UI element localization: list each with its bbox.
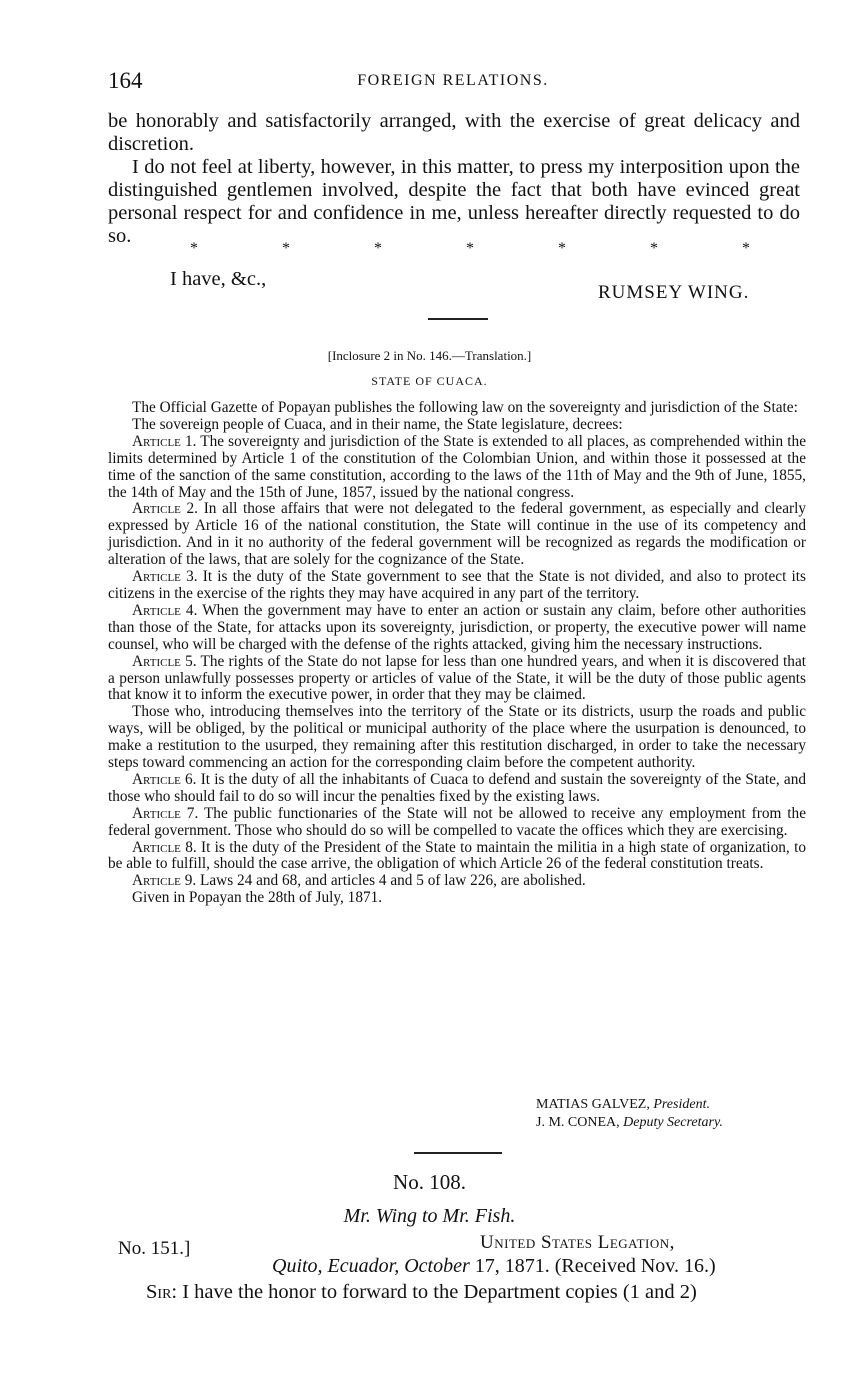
star: * [650, 240, 658, 257]
signer-name: RUMSEY WING. [598, 282, 750, 303]
document-number: No. 108. [393, 1170, 466, 1194]
star: * [190, 240, 198, 257]
section-divider [414, 1152, 502, 1154]
page-number: 164 [108, 68, 143, 93]
dateline [272, 1255, 716, 1278]
inclosure-body [108, 400, 806, 907]
article-paragraph [108, 873, 806, 890]
article-paragraph [108, 806, 806, 840]
section-divider [428, 318, 488, 320]
article-label: Article 6. [132, 770, 197, 788]
article-text: Laws 24 and 68, and articles 4 and 5 of law 226, are abolished. [200, 872, 586, 890]
signatory-name: MATIAS GALVEZ, [536, 1097, 650, 1112]
article-text: It is the duty of the State government to see that the State is not divided, and also to protect its citizens in the exercise of the rights they may have acquired in any part of the territory. [108, 568, 806, 602]
article-text: When the government may have to enter an action or sustain any claim, before other authorities than those of the State, for attacks upon its sovereignty, jurisdiction, or property, the executive power will name counsel, who will be charged with the defense of the rights attacked, giving him the necessary instructions. [108, 601, 806, 653]
article-paragraph [108, 654, 806, 705]
dispatch-reference: No. 151.] [118, 1238, 191, 1259]
ellipsis-stars [190, 240, 750, 258]
article-label: Article 3. [132, 568, 198, 586]
received-note: (Received Nov. 16.) [554, 1255, 716, 1277]
star: * [374, 240, 382, 257]
article-label: Article 7. [132, 804, 199, 822]
letter-ending [108, 110, 800, 248]
star: * [742, 240, 750, 257]
article-paragraph [108, 704, 806, 772]
first-line-text: : I have the honor to forward to the Department copies (1 and 2) [171, 1281, 697, 1303]
signature-block [536, 1096, 723, 1132]
intro-paragraph: The Official Gazette of Popayan publishes the following law on the sovereignty and jurisdiction of the State: [132, 399, 798, 416]
legation-text: United States Legation, [480, 1232, 675, 1253]
signatory-title: President. [653, 1097, 710, 1112]
legation-name [480, 1232, 675, 1254]
article-label: Article 2. [132, 500, 199, 518]
article-paragraph [108, 840, 806, 874]
article-text: It is the duty of all the inhabitants of Cuaca to defend and sustain the sovereignty of the State, and those who should fail to do so will incur the penalties fixed by the existing laws. [108, 770, 806, 805]
article-label: Article 5. [132, 652, 197, 670]
decree-paragraph: The sovereign people of Cuaca, and in their name, the State legislature, decrees: [132, 415, 623, 433]
salutation-line [146, 1281, 697, 1304]
article-text: The sovereignty and jurisdiction of the State is extended to all places, as comprehended within the limits determined by Article 1 of the constitution of the Colombian Union, and within those it possessed at the time of the sanction of the same constitution, according to the laws of the 11th of May and the 9th of June, 1855, the 14th of May and the 15th of June, 1857, issued by the national congress. [108, 432, 806, 501]
signature-line [536, 1114, 723, 1132]
given-line: Given in Popayan the 28th of July, 1871. [132, 889, 383, 907]
date-line: 17, 1871. [474, 1255, 550, 1277]
place-line: Quito, Ecuador, October [272, 1255, 470, 1277]
article-text: In all those affairs that were not delegated to the federal government, as especially and clearly expressed by Article 16 of the national constitution, the State will continue in the use of its competency and jurisdiction. And in it no authority of the federal government will be recognized as regards the modification or alteration of the laws, that are solely for the cognizance of the State. [108, 500, 806, 569]
running-head: FOREIGN RELATIONS. [357, 72, 549, 89]
salutation: Sir [146, 1281, 172, 1303]
letter-paragraph-1: be honorably and satisfactorily arranged, with the exercise of great delicacy and discretion. [108, 110, 800, 155]
article-text: The rights of the State do not lapse for less than one hundred years, and when it is discovered that a person unlawfully possesses property or articles of value of the State, it will be the duty of those public agents that know it to inform the executive power, in order that they may be claimed. [108, 652, 806, 704]
article-paragraph [108, 501, 806, 569]
article-text: The public functionaries of the State will not be allowed to receive any employment from the federal government. Those who should do so will be compelled to vacate the offices which they are exercising. [108, 804, 806, 839]
article-paragraph [108, 434, 806, 502]
star: * [466, 240, 474, 257]
star: * [558, 240, 566, 257]
page-header [108, 68, 798, 102]
signature-line [536, 1096, 723, 1114]
article-paragraph [108, 603, 806, 654]
document-title: Mr. Wing to Mr. Fish. [343, 1205, 516, 1227]
signatory-name: J. M. CONEA, [536, 1115, 620, 1130]
article-paragraph [108, 772, 806, 806]
inclosure-subheading: STATE OF CUACA. [371, 374, 488, 388]
article-label: Article 9. [132, 872, 197, 890]
article-paragraph [108, 569, 806, 603]
signatory-title: Deputy Secretary. [623, 1115, 723, 1130]
article-text: It is the duty of the President of the State to maintain the militia in a high state of organization, to be able to fulfill, should the case arrive, the obligation of which Article 26 of the federal constitution treats. [108, 838, 806, 873]
article-label: Article 4. [132, 601, 198, 619]
closing-phrase: I have, &c., [170, 268, 267, 290]
article-text: Those who, introducing themselves into the territory of the State or its districts, usurp the roads and public ways, will be obliged, by the political or municipal authority of the place where the usurpation is denounced, to make a restitution to the usurped, they remaining after this restitution discharged, in order to take the necessary steps toward commencing an action for the corresponding claim before the competent authority. [108, 703, 806, 772]
star: * [282, 240, 290, 257]
article-label: Article 1. [132, 432, 197, 450]
article-label: Article 8. [132, 838, 197, 856]
inclosure-heading: [Inclosure 2 in No. 146.—Translation.] [327, 348, 532, 363]
letter-paragraph-2: I do not feel at liberty, however, in this matter, to press my interposition upon the distinguished gentlemen involved, despite the fact that both have evinced great personal respect for and confidence in me, unless hereafter directly requested to do so. [108, 156, 800, 247]
